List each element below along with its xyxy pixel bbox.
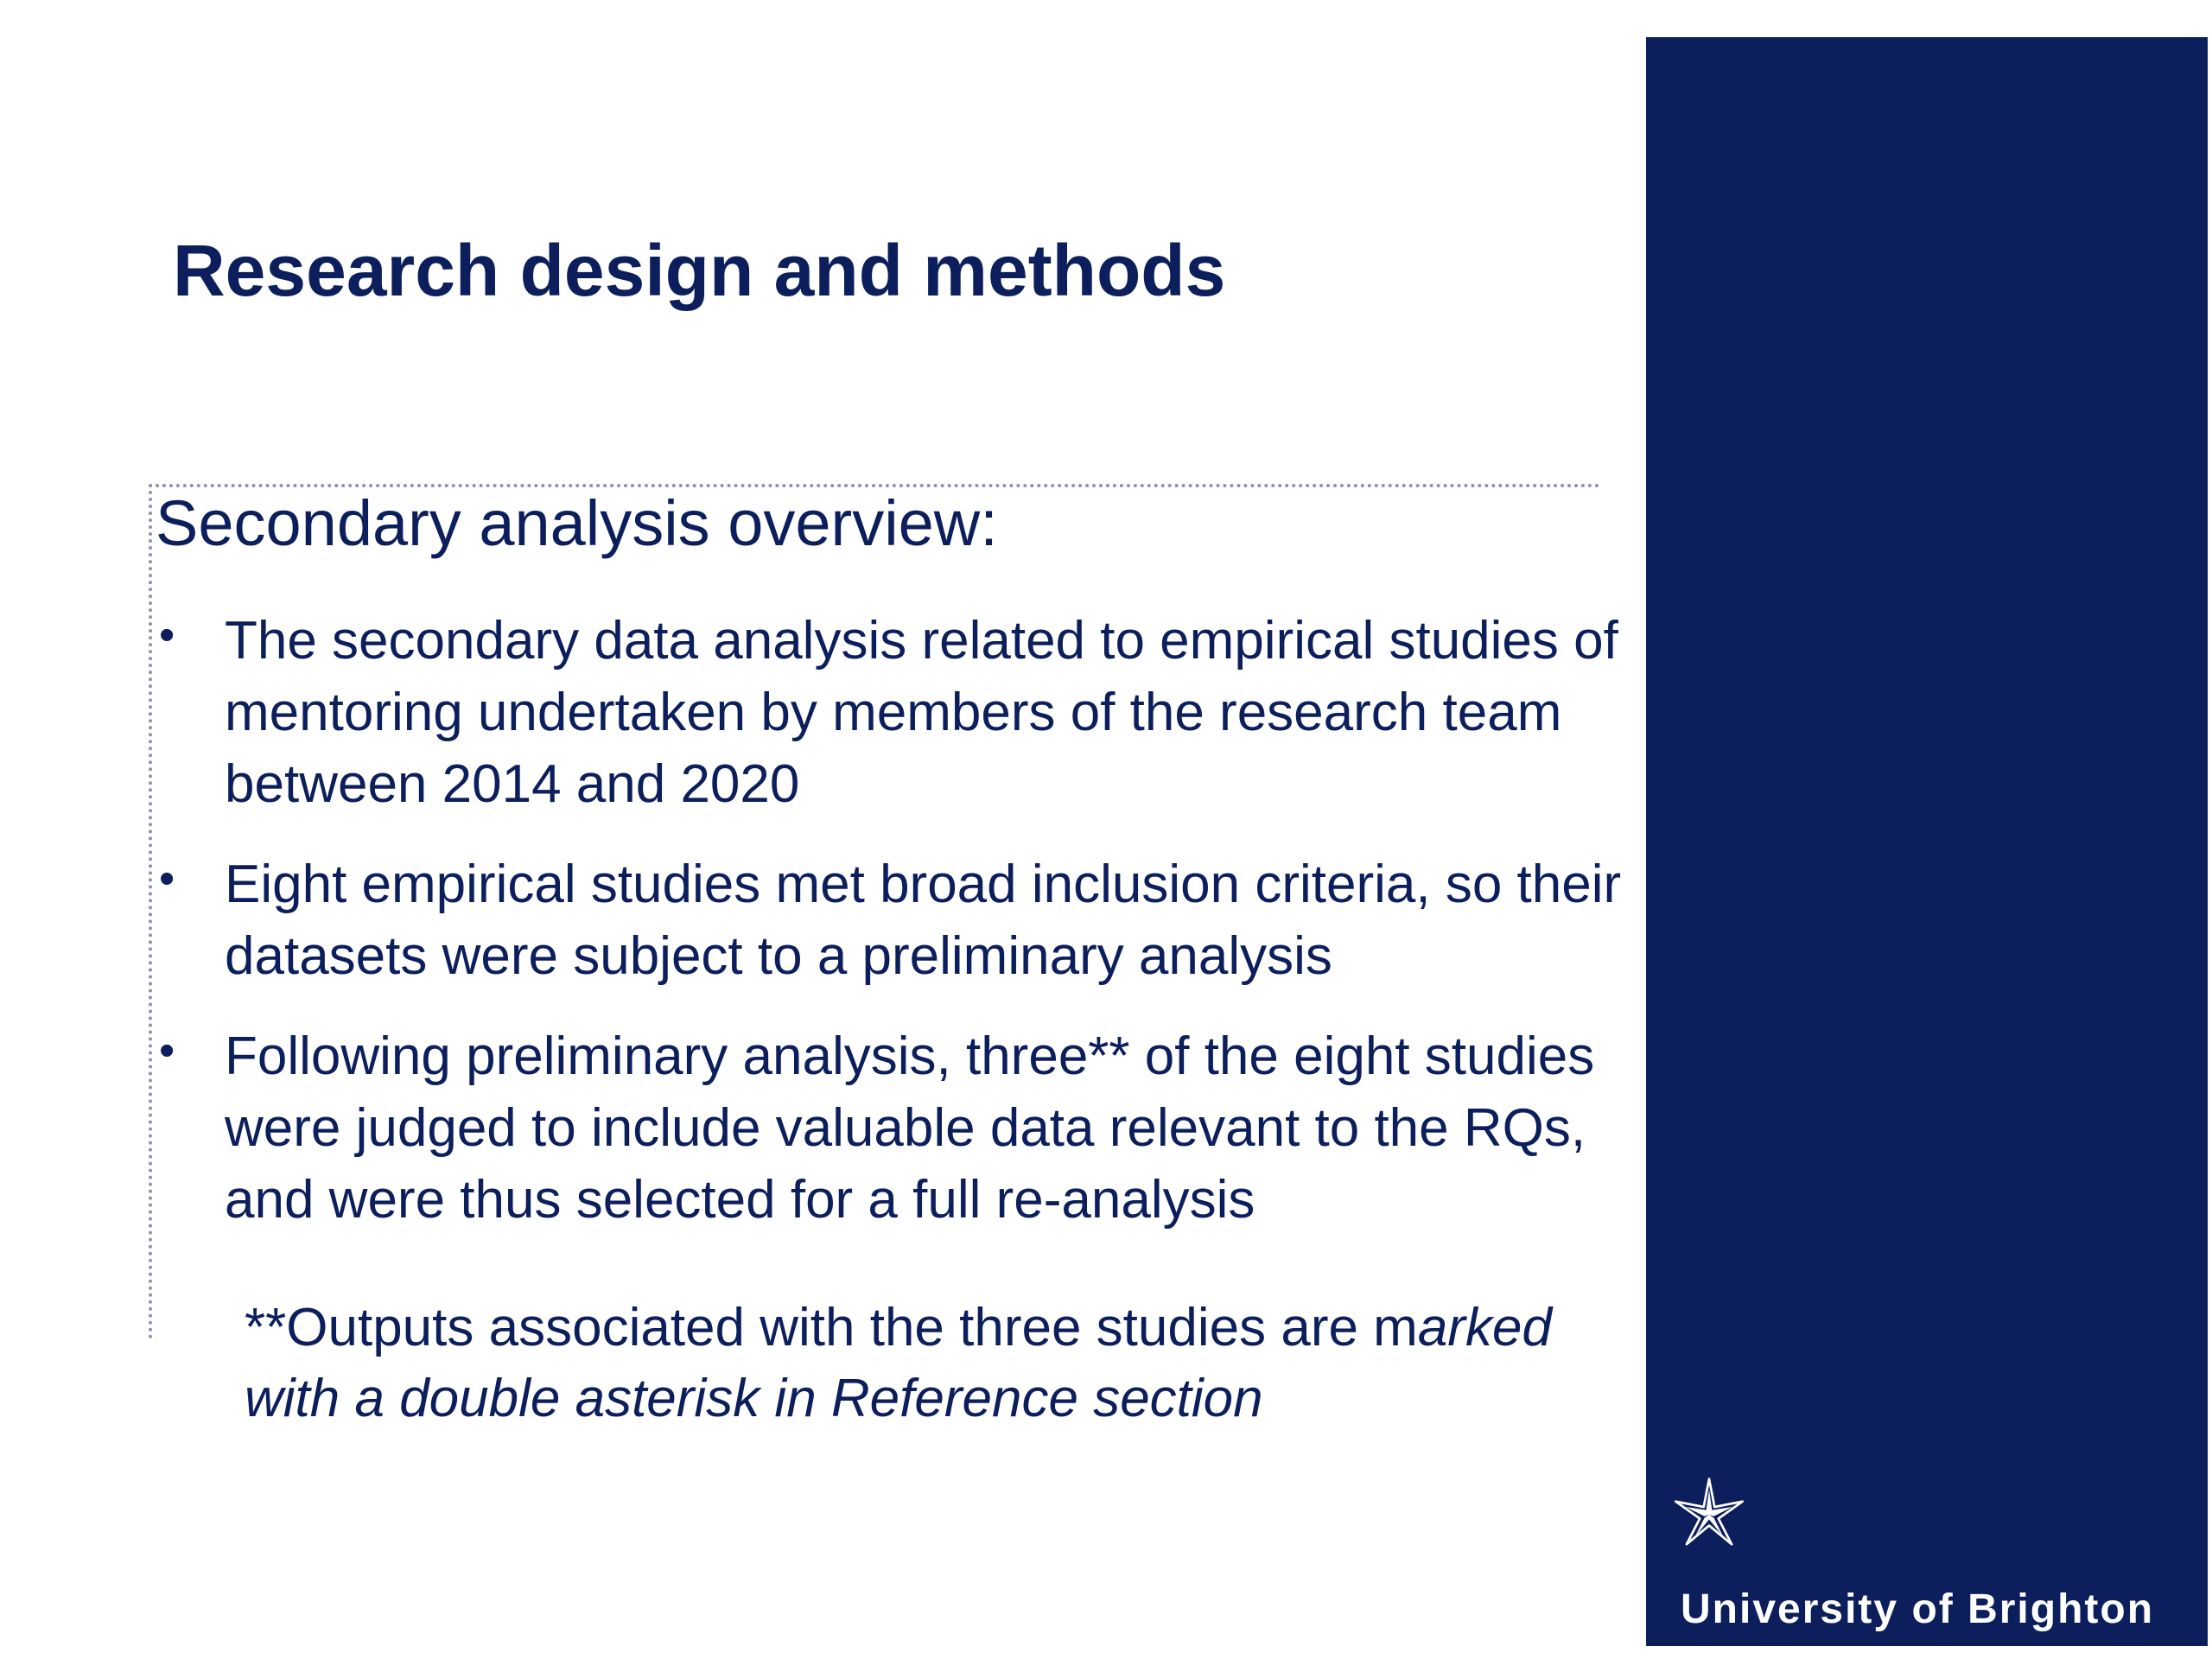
bullet-text: The secondary data analysis related to empirical studies of mentoring undertaken by members of the research team between 2014 and 2020 bbox=[225, 611, 1618, 814]
compass-star-icon bbox=[1670, 1476, 1748, 1554]
bullet-dot-icon: • bbox=[159, 1026, 175, 1076]
slide-title: Research design and methods bbox=[173, 230, 1226, 311]
bullet-item bbox=[156, 849, 1642, 992]
footnote bbox=[245, 1293, 1644, 1434]
brand-panel bbox=[1646, 37, 2208, 1646]
footnote-italic-text: arked with a double asterisk in Reference section bbox=[245, 1298, 1552, 1428]
bullet-dot-icon: • bbox=[159, 610, 175, 660]
bullet-list bbox=[156, 605, 1642, 1264]
university-name: University of Brighton bbox=[1681, 1586, 2155, 1632]
bullet-item bbox=[156, 1020, 1642, 1236]
bullet-text: Eight empirical studies met broad inclusion criteria, so their datasets were subject to a preliminary analysis bbox=[225, 855, 1622, 986]
bullet-dot-icon: • bbox=[159, 854, 175, 904]
footnote-plain-text: **Outputs associated with the three studies are m bbox=[245, 1298, 1418, 1357]
bullet-text: Following preliminary analysis, three** of the eight studies were judged to include valuable data relevant to the RQs, and were thus selected for a full re-analysis bbox=[225, 1027, 1595, 1230]
bullet-item bbox=[156, 605, 1642, 820]
section-subheading: Secondary analysis overview: bbox=[156, 487, 998, 559]
